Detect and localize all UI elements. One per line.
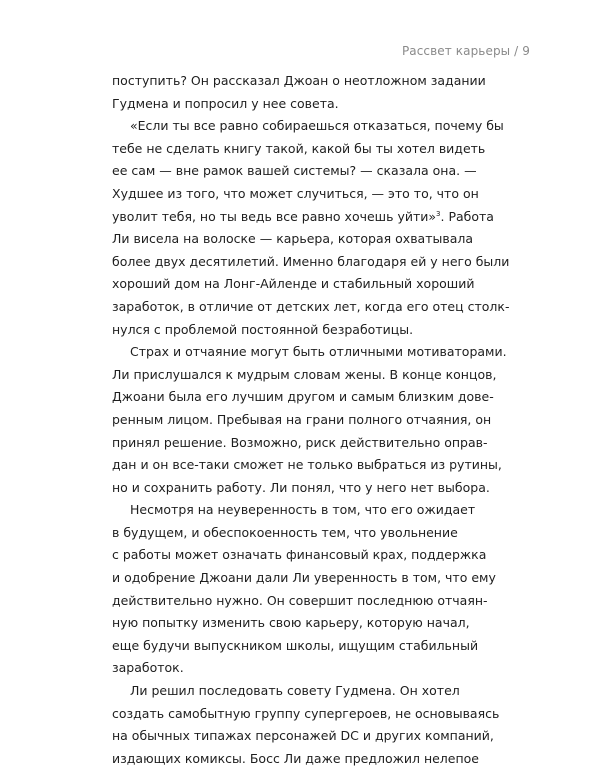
text-line: Ли решил последовать совету Гудмена. Он хотел <box>130 683 460 699</box>
text-line: поступить? Он рассказал Джоан о неотложном задании <box>112 73 486 88</box>
text-line: с работы может означать финансовый крах, поддержка <box>112 547 487 563</box>
text-fragment: . Работа <box>440 208 494 224</box>
text-line: принял решение. Возможно, риск действительно оправ- <box>112 434 488 450</box>
text-line: заработок. <box>112 660 184 676</box>
text-line: Ли висела на волоске — карьера, которая охватывала <box>112 231 474 247</box>
text-line: создать самобытную группу супергероев, не основываясь <box>112 705 500 721</box>
text-line: Страх и отчаяние могут быть отличными мотиваторами. <box>130 344 507 360</box>
footnote-marker: 3 <box>436 209 441 218</box>
text-line: дан и он все-таки сможет не только выбраться из рутины, <box>112 457 502 473</box>
text-line: Несмотря на неуверенность в том, что его ожидает <box>130 502 476 518</box>
text-line: и одобрение Джоани дали Ли уверенность в том, что ему <box>112 570 496 586</box>
page-number: 9 <box>522 44 530 58</box>
text-line: действительно нужно. Он совершит последнюю отчаян- <box>112 592 488 608</box>
header-separator: / <box>514 44 519 58</box>
running-header <box>402 44 530 58</box>
text-fragment: уволит тебя, но ты ведь все равно хочешь уйти» <box>112 208 437 224</box>
text-line: ную попытку изменить свою карьеру, которую начал, <box>112 615 470 631</box>
text-line: на обычных типажах персонажей DC и других компаний, <box>112 728 494 744</box>
text-line: хороший дом на Лонг-Айленде и стабильный хороший <box>112 276 475 292</box>
text-line: Гудмена и попросил у нее совета. <box>112 95 339 111</box>
text-line: нулся с проблемой постоянной безработицы. <box>112 321 414 337</box>
text-line: Худшее из того, что может случиться, — это то, что он <box>112 185 479 201</box>
text-line: но и сохранить работу. Ли понял, что у него нет выбора. <box>112 479 490 495</box>
text-line: тебе не сделать книгу такой, какой бы ты хотел видеть <box>112 140 486 156</box>
text-line: «Если ты все равно собираешься отказаться, почему бы <box>130 118 504 134</box>
text-line: издающих комиксы. Босс Ли даже предложил нелепое <box>112 750 479 766</box>
text-line: более двух десятилетий. Именно благодаря ей у него были <box>112 253 510 269</box>
text-line: ее сам — вне рамок вашей системы? — сказала она. — <box>112 163 477 179</box>
text-line: Ли прислушался к мудрым словам жены. В конце концов, <box>112 366 497 382</box>
text-line: в будущем, и обеспокоенность тем, что увольнение <box>112 524 458 540</box>
text-line: заработок, в отличие от детских лет, когда его отец столк- <box>112 298 510 314</box>
body-text <box>112 70 510 770</box>
running-title: Рассвет карьеры <box>401 44 511 58</box>
text-line: ренным лицом. Пребывая на грани полного отчаяния, он <box>112 411 492 427</box>
text-line: Джоани была его лучшим другом и самым близким дове- <box>112 389 494 405</box>
text-line-with-footnote <box>112 206 496 229</box>
text-line: еще будучи выпускником школы, ищущим стабильный <box>112 637 479 653</box>
